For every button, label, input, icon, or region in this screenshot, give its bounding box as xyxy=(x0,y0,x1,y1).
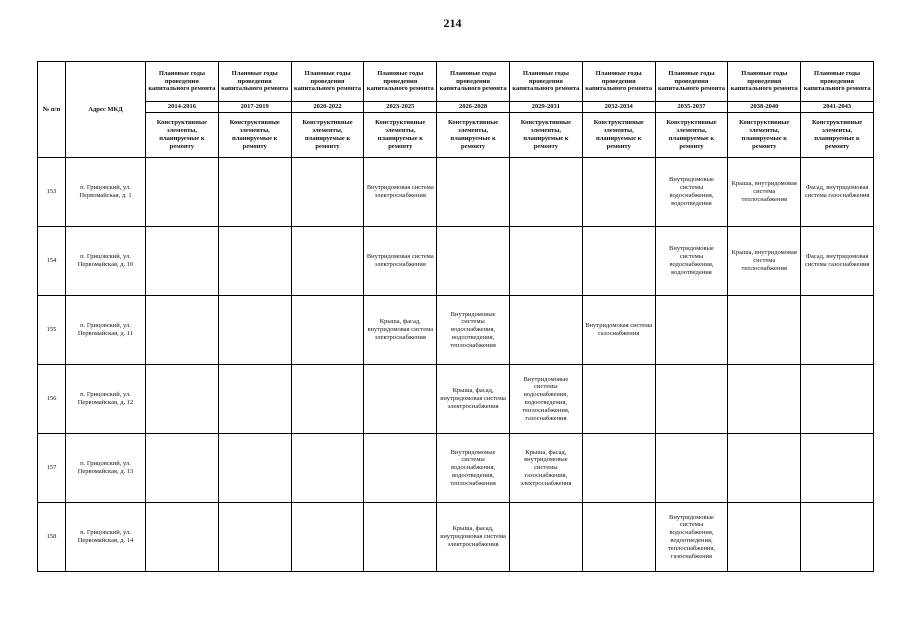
repair-elements-cell xyxy=(437,158,510,227)
header-elements: Конструктивные элементы, планируемые к ремонту xyxy=(146,113,219,158)
repair-elements-cell xyxy=(364,434,437,503)
header-years: 2029-2031 xyxy=(509,102,582,113)
repair-elements-cell xyxy=(437,227,510,296)
row-number: 157 xyxy=(38,434,66,503)
repair-elements-cell xyxy=(364,503,437,572)
repair-elements-cell: Крыша, внутридомовая система теплоснабжения xyxy=(728,158,801,227)
table-row xyxy=(38,158,874,227)
header-elements: Конструктивные элементы, планируемые к ремонту xyxy=(364,113,437,158)
repair-elements-cell: Внутридомовые системы водоснабжения, водоотведения, теплоснабжения, газоснабжения xyxy=(655,503,728,572)
repair-elements-cell xyxy=(582,158,655,227)
repair-elements-cell xyxy=(291,158,364,227)
table-header xyxy=(38,62,874,158)
repair-elements-cell xyxy=(801,434,874,503)
repair-elements-cell: Внутридомовые системы водоснабжения, водоотведения xyxy=(655,158,728,227)
header-period: Плановые годы проведения капитального ремонта xyxy=(728,62,801,102)
header-period: Плановые годы проведения капитального ремонта xyxy=(291,62,364,102)
repair-elements-cell xyxy=(291,227,364,296)
row-address: п. Грицовский, ул. Первомайская, д. 10 xyxy=(66,227,146,296)
table-row xyxy=(38,365,874,434)
header-years: 2014-2016 xyxy=(146,102,219,113)
repair-elements-cell: Внутридомовые системы водоснабжения, водоотведения, теплоснабжения xyxy=(437,434,510,503)
table-row xyxy=(38,227,874,296)
repair-elements-cell xyxy=(728,434,801,503)
header-period: Плановые годы проведения капитального ремонта xyxy=(218,62,291,102)
header-elements: Конструктивные элементы, планируемые к ремонту xyxy=(801,113,874,158)
table-row xyxy=(38,296,874,365)
repair-elements-cell: Внутридомовые системы водоснабжения, водоотведения, теплоснабжения, газоснабжения xyxy=(509,365,582,434)
row-number: 153 xyxy=(38,158,66,227)
repair-elements-cell xyxy=(146,365,219,434)
repair-elements-cell: Крыша, фасад, внутридомовые системы газоснабжения, электроснабжения xyxy=(509,434,582,503)
header-elements: Конструктивные элементы, планируемые к ремонту xyxy=(509,113,582,158)
repair-elements-cell xyxy=(291,434,364,503)
repair-elements-cell xyxy=(509,158,582,227)
row-address: п. Грицовский, ул. Первомайская, д. 14 xyxy=(66,503,146,572)
repair-elements-cell xyxy=(364,365,437,434)
table-body xyxy=(38,158,874,572)
row-number: 158 xyxy=(38,503,66,572)
header-num: № п/п xyxy=(38,62,66,158)
header-elements: Конструктивные элементы, планируемые к ремонту xyxy=(582,113,655,158)
page-number: 214 xyxy=(443,16,462,30)
repair-elements-cell xyxy=(509,296,582,365)
repair-elements-cell: Крыша, фасад, внутридомовая система электроснабжения xyxy=(437,365,510,434)
repair-elements-cell xyxy=(146,158,219,227)
row-number: 155 xyxy=(38,296,66,365)
repair-elements-cell: Внутридомовая система газоснабжения xyxy=(582,296,655,365)
repair-elements-cell xyxy=(291,365,364,434)
row-address: п. Грицовский, ул. Первомайская, д. 13 xyxy=(66,434,146,503)
header-years: 2020-2022 xyxy=(291,102,364,113)
repair-elements-cell xyxy=(291,296,364,365)
repair-elements-cell xyxy=(801,296,874,365)
repair-elements-cell: Внутридомовые системы водоснабжения, водоотведения, теплоснабжения xyxy=(437,296,510,365)
repair-elements-cell xyxy=(509,227,582,296)
repair-elements-cell xyxy=(218,227,291,296)
header-years: 2041-2043 xyxy=(801,102,874,113)
table-row xyxy=(38,434,874,503)
header-elements: Конструктивные элементы, планируемые к ремонту xyxy=(655,113,728,158)
header-period: Плановые годы проведения капитального ремонта xyxy=(655,62,728,102)
repair-elements-cell: Внутридомовые системы водоснабжения, водоотведения xyxy=(655,227,728,296)
repair-elements-cell: Фасад, внутридомовая система газоснабжения xyxy=(801,158,874,227)
header-period: Плановые годы проведения капитального ремонта xyxy=(582,62,655,102)
repair-elements-cell: Крыша, фасад, внутридомовая система электроснабжения xyxy=(437,503,510,572)
repair-elements-cell xyxy=(509,503,582,572)
repair-elements-cell xyxy=(582,227,655,296)
repair-elements-cell xyxy=(146,227,219,296)
header-elements: Конструктивные элементы, планируемые к ремонту xyxy=(728,113,801,158)
repair-elements-cell xyxy=(728,296,801,365)
repair-elements-cell xyxy=(218,434,291,503)
repair-elements-cell: Крыша, внутридомовая система теплоснабжения xyxy=(728,227,801,296)
repair-elements-cell xyxy=(146,503,219,572)
header-period: Плановые годы проведения капитального ремонта xyxy=(146,62,219,102)
repair-elements-cell xyxy=(146,434,219,503)
repair-elements-cell xyxy=(582,503,655,572)
repair-elements-cell xyxy=(218,365,291,434)
header-period: Плановые годы проведения капитального ремонта xyxy=(364,62,437,102)
header-years: 2017-2019 xyxy=(218,102,291,113)
row-address: п. Грицовский, ул. Первомайская, д. 1 xyxy=(66,158,146,227)
header-years: 2032-2034 xyxy=(582,102,655,113)
repair-elements-cell xyxy=(655,434,728,503)
repair-elements-cell xyxy=(218,296,291,365)
header-period: Плановые годы проведения капитального ремонта xyxy=(509,62,582,102)
repair-elements-cell: Внутридомовая система электроснабжения xyxy=(364,158,437,227)
repair-elements-cell xyxy=(582,434,655,503)
repair-elements-cell xyxy=(146,296,219,365)
row-number: 156 xyxy=(38,365,66,434)
row-address: п. Грицовский, ул. Первомайская, д. 12 xyxy=(66,365,146,434)
header-elements: Конструктивные элементы, планируемые к ремонту xyxy=(437,113,510,158)
table-row xyxy=(38,503,874,572)
repair-elements-cell xyxy=(218,158,291,227)
repair-elements-cell xyxy=(728,365,801,434)
row-address: п. Грицовский, ул. Первомайская, д. 11 xyxy=(66,296,146,365)
repair-elements-cell xyxy=(728,503,801,572)
repair-elements-cell xyxy=(655,365,728,434)
header-period: Плановые годы проведения капитального ремонта xyxy=(801,62,874,102)
repair-elements-cell xyxy=(582,365,655,434)
header-address: Адрес МКД xyxy=(66,62,146,158)
row-number: 154 xyxy=(38,227,66,296)
header-years: 2035-2037 xyxy=(655,102,728,113)
repair-schedule-sheet xyxy=(37,61,874,572)
header-years: 2023-2025 xyxy=(364,102,437,113)
repair-schedule-table xyxy=(37,61,874,572)
repair-elements-cell xyxy=(655,296,728,365)
repair-elements-cell xyxy=(218,503,291,572)
header-period: Плановые годы проведения капитального ремонта xyxy=(437,62,510,102)
header-elements: Конструктивные элементы, планируемые к ремонту xyxy=(218,113,291,158)
repair-elements-cell xyxy=(801,365,874,434)
repair-elements-cell: Крыша, фасад, внутридомовая система электроснабжения xyxy=(364,296,437,365)
header-years: 2038-2040 xyxy=(728,102,801,113)
header-years: 2026-2028 xyxy=(437,102,510,113)
header-elements: Конструктивные элементы, планируемые к ремонту xyxy=(291,113,364,158)
repair-elements-cell xyxy=(801,503,874,572)
repair-elements-cell: Внутридомовая система электроснабжения xyxy=(364,227,437,296)
repair-elements-cell xyxy=(291,503,364,572)
repair-elements-cell: Фасад, внутридомовая система газоснабжения xyxy=(801,227,874,296)
